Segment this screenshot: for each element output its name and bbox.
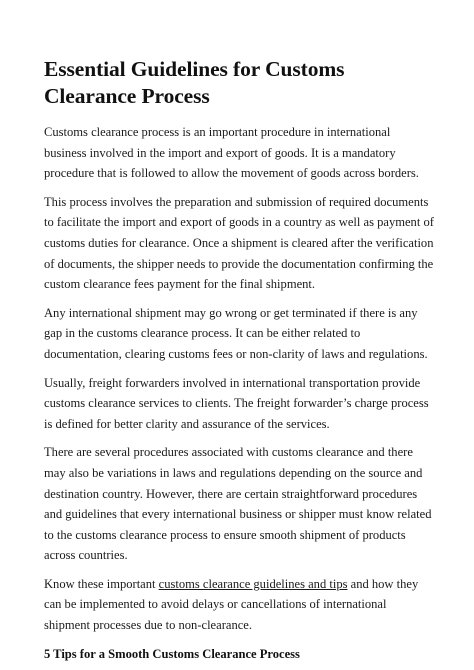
paragraph-process: This process involves the preparation and submission of required documents to facilitate the import and export of goods in a country as well as payment of customs duties for clearance. Once a shipment is cleared after the verification of documents, the shipper needs to provide the documentation confirming the custom clearance fees payment for the final shipment.: [44, 194, 434, 292]
paragraph-guidelines: [44, 574, 434, 636]
guidelines-text-before: Know these important: [44, 576, 159, 591]
tips-subheading: 5 Tips for a Smooth Customs Clearance Process: [44, 646, 300, 661]
guidelines-text-after: and how they can be implemented to avoid delays or cancellations of international shipment processes due to non-clearance.: [44, 576, 419, 633]
paragraph-procedures: There are several procedures associated with customs clearance and there may also be variations in laws and regulations depending on the source and destination country. However, there are certain straightforward procedures and guidelines that every international business or shipper must know related to the customs clearance process to ensure smooth shipment of products across countries.: [44, 445, 432, 563]
paragraph-forwarders: Usually, freight forwarders involved in international transportation provide customs clearance services to clients. The freight forwarder’s charge process is defined for better clarity and assurance of the services.: [44, 375, 429, 431]
paragraph-gap: Any international shipment may go wrong or get terminated if there is any gap in the customs clearance process. It can be either related to documentation, clearing customs fees or non-clarity of laws and regulations.: [44, 305, 428, 361]
guidelines-link[interactable]: customs clearance guidelines and tips: [158, 576, 348, 591]
paragraph-intro: Customs clearance process is an important procedure in international business involved in the import and export of goods. It is a mandatory procedure that is followed to allow the movement of goods across borders.: [44, 125, 419, 181]
document-title: Essential Guidelines for Customs Clearance Process: [44, 57, 345, 108]
